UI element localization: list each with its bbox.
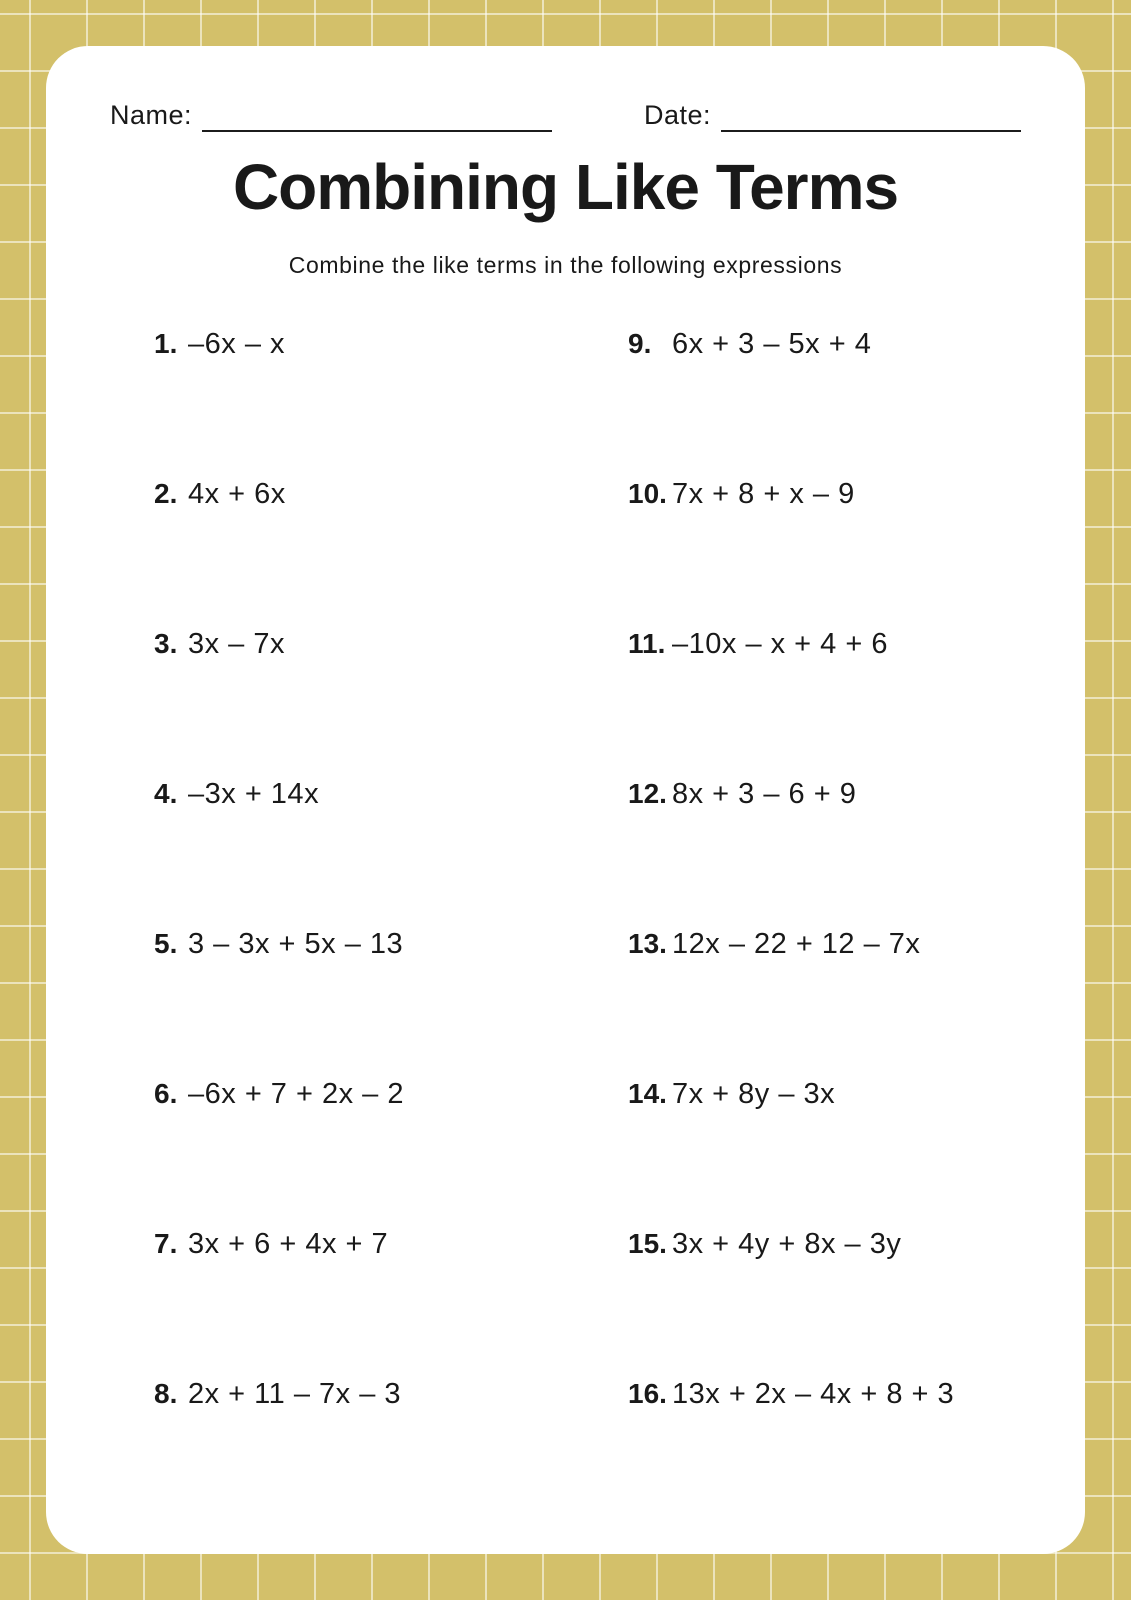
problem-item-12	[628, 766, 1055, 916]
problem-number: 3.	[154, 628, 178, 659]
problem-expression: 3 – 3x + 5x – 13	[188, 928, 404, 960]
name-label: Name:	[110, 100, 193, 130]
page-title: Combining Like Terms	[232, 151, 899, 223]
problem-expression: 7x + 8 + x – 9	[672, 478, 855, 510]
problem-expression: –10x – x + 4 + 6	[672, 628, 888, 660]
date-label: Date:	[643, 100, 711, 130]
problem-number: 6.	[154, 1078, 178, 1109]
problem-expression: 4x + 6x	[188, 478, 286, 510]
problem-item-5	[154, 916, 628, 1066]
problem-expression: 3x + 4y + 8x – 3y	[672, 1228, 902, 1260]
problem-expression: –3x + 14x	[188, 778, 320, 810]
problem-number: 11.	[628, 628, 666, 659]
problem-expression: –6x + 7 + 2x – 2	[188, 1078, 404, 1110]
problem-item-4	[154, 766, 628, 916]
problem-number: 13.	[628, 928, 667, 959]
problem-item-8	[154, 1366, 628, 1516]
problem-item-3	[154, 616, 628, 766]
problem-item-6	[154, 1066, 628, 1216]
problem-expression: 3x + 6 + 4x + 7	[188, 1228, 389, 1260]
problem-item-2	[154, 466, 628, 616]
problem-expression: 13x + 2x – 4x + 8 + 3	[672, 1378, 955, 1410]
problem-number: 15.	[628, 1228, 667, 1259]
problem-expression: 7x + 8y – 3x	[672, 1078, 836, 1110]
problem-number: 10.	[628, 478, 667, 509]
problem-number: 9.	[628, 328, 652, 359]
problem-item-16	[628, 1366, 1055, 1516]
problem-number: 8.	[154, 1378, 178, 1409]
problem-item-13	[628, 916, 1055, 1066]
problem-expression: 8x + 3 – 6 + 9	[672, 778, 857, 810]
problem-number: 7.	[154, 1228, 178, 1259]
page-subtitle: Combine the like terms in the following expressions	[288, 252, 843, 278]
date-field	[644, 98, 1021, 132]
problem-number: 14.	[628, 1078, 667, 1109]
problem-item-14	[628, 1066, 1055, 1216]
problem-item-11	[628, 616, 1055, 766]
problem-number: 4.	[154, 778, 178, 809]
worksheet-card	[46, 46, 1085, 1554]
problem-number: 5.	[154, 928, 178, 959]
header-fields-row	[110, 98, 1021, 132]
name-field	[110, 98, 552, 132]
problem-item-9	[628, 316, 1055, 466]
problem-number: 1.	[154, 328, 178, 359]
problem-expression: 3x – 7x	[188, 628, 285, 660]
problem-item-15	[628, 1216, 1055, 1366]
name-input-line	[202, 98, 552, 132]
problems-list	[154, 316, 1055, 1516]
problem-number: 12.	[628, 778, 667, 809]
problem-item-10	[628, 466, 1055, 616]
problem-item-1	[154, 316, 628, 466]
problem-number: 2.	[154, 478, 178, 509]
problem-item-7	[154, 1216, 628, 1366]
problem-expression: –6x – x	[188, 328, 285, 360]
problem-number: 16.	[628, 1378, 667, 1409]
problem-expression: 12x – 22 + 12 – 7x	[672, 928, 921, 960]
date-input-line	[721, 98, 1021, 132]
problem-expression: 2x + 11 – 7x – 3	[188, 1378, 402, 1410]
problem-expression: 6x + 3 – 5x + 4	[672, 328, 872, 360]
